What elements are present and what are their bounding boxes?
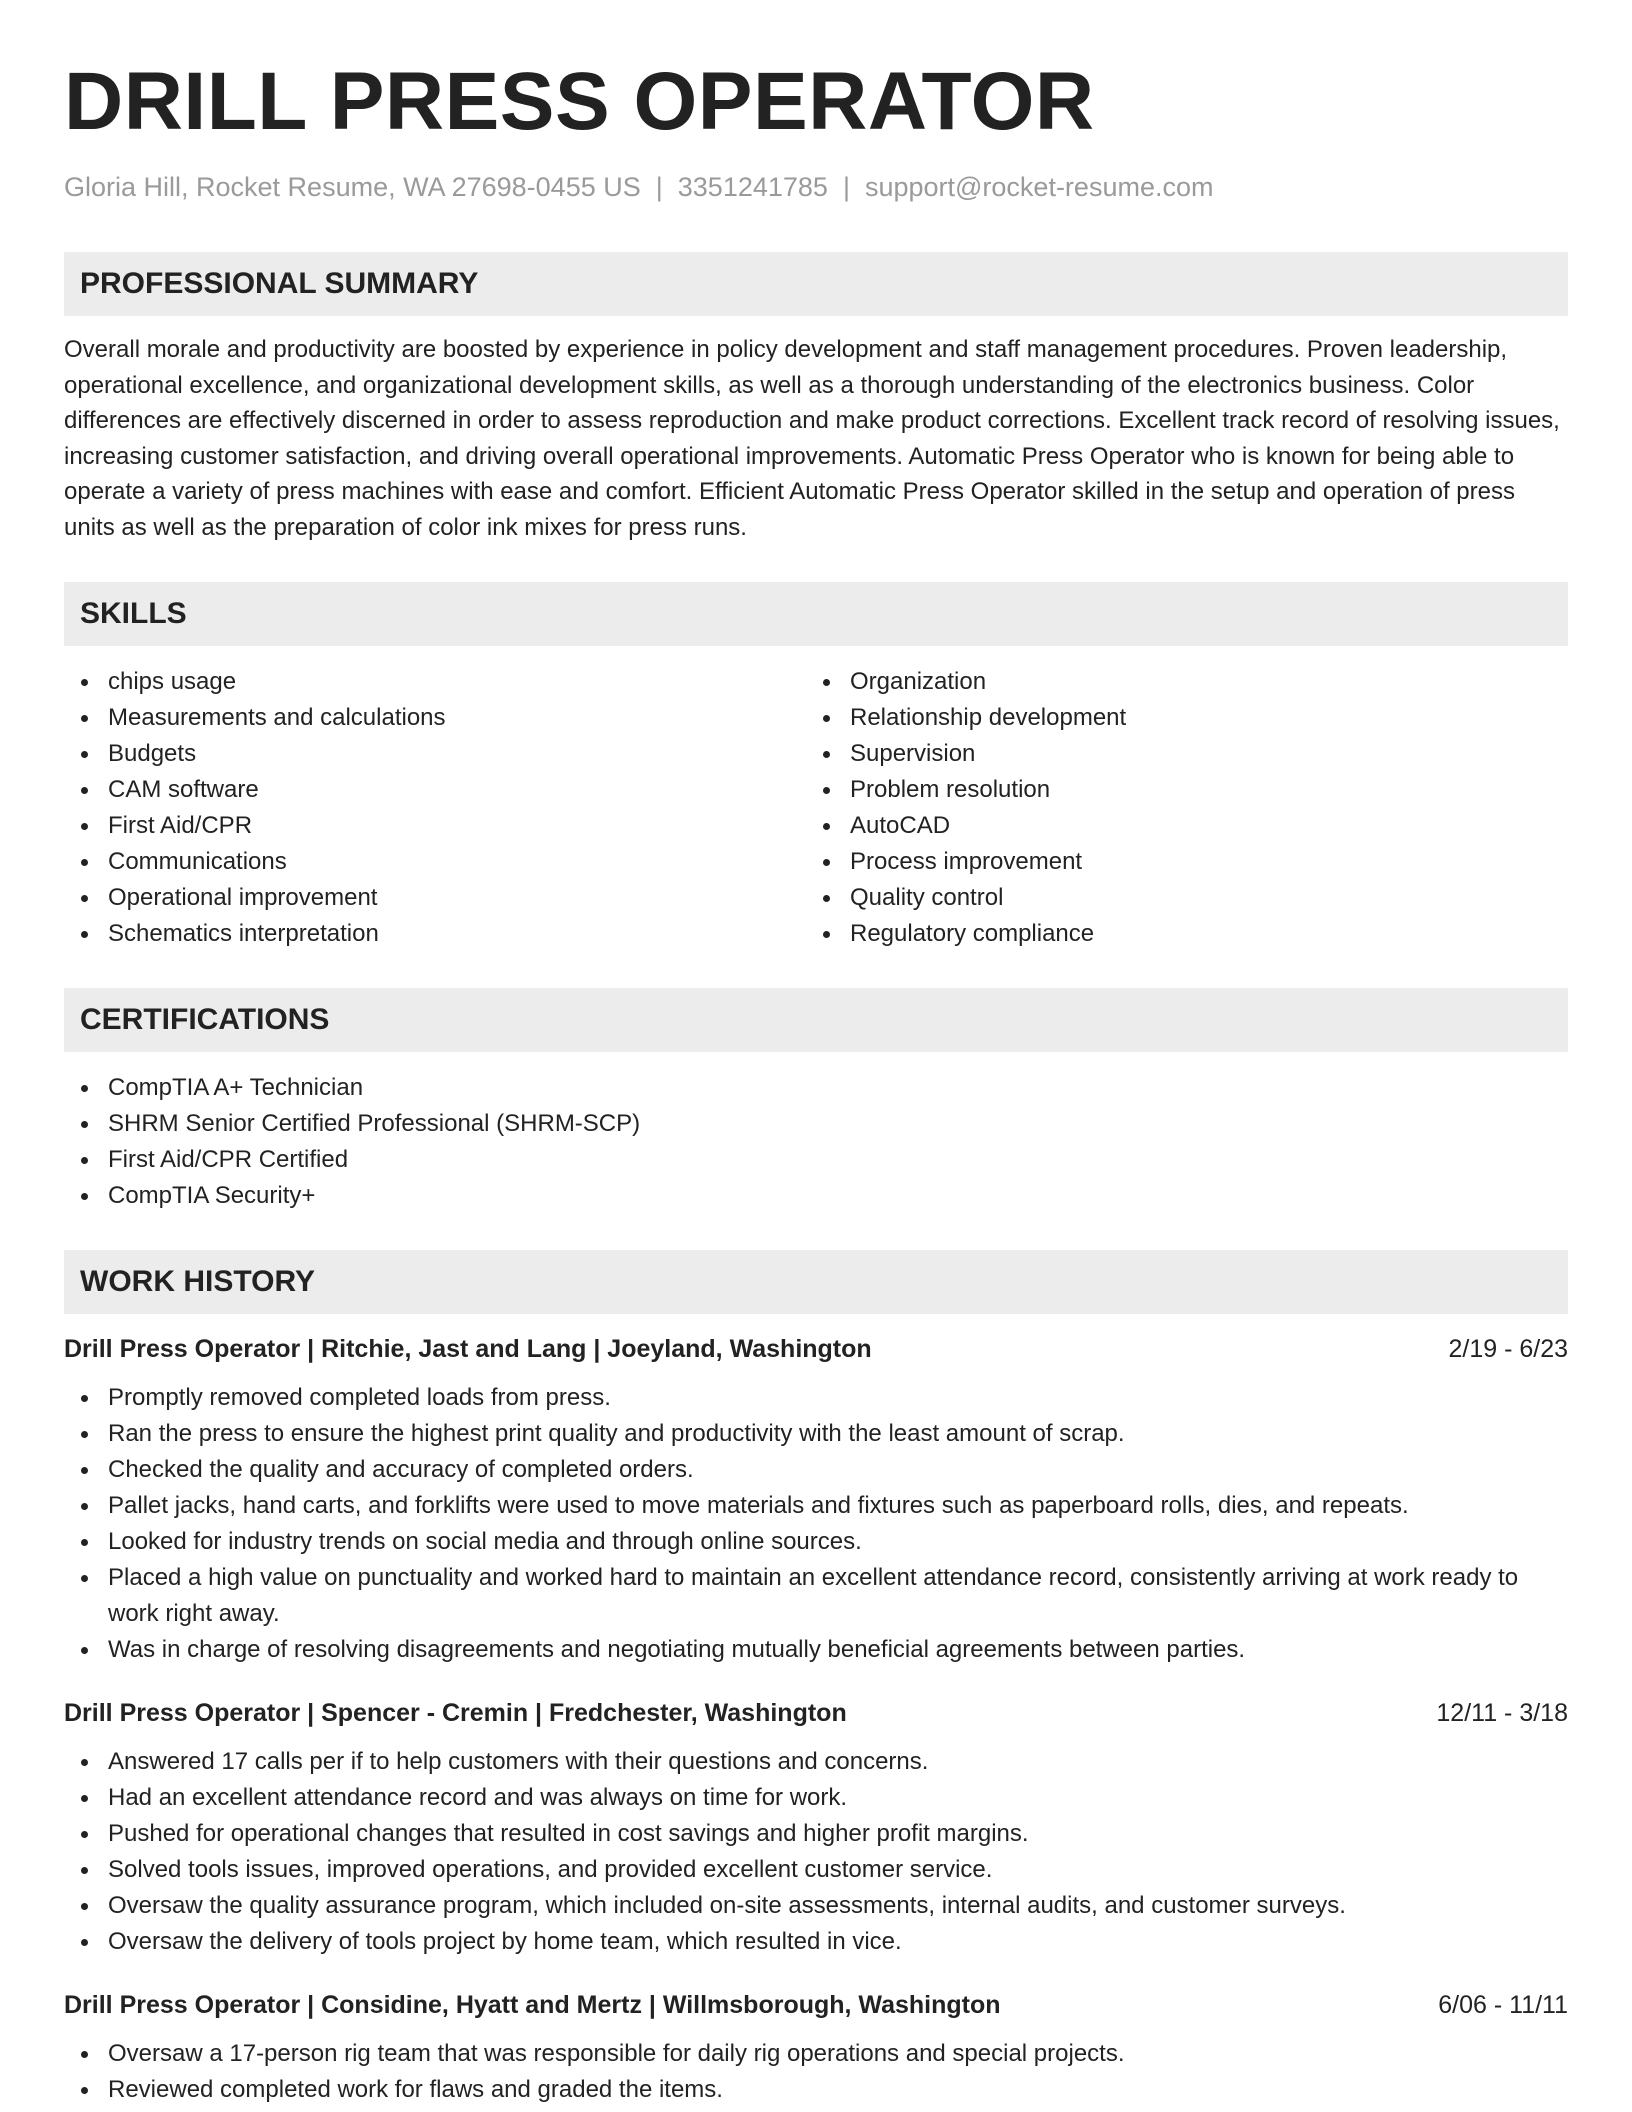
contact-separator: | <box>655 172 663 202</box>
job-bullet: Oversaw the quality assurance program, which included on-site assessments, internal audits, and customer surveys. <box>64 1888 1568 1924</box>
skill-item: Communications <box>64 844 806 880</box>
section-header-work-history: WORK HISTORY <box>64 1250 1568 1314</box>
section-header-skills: SKILLS <box>64 582 1568 646</box>
contact-phone: 3351241785 <box>677 172 828 202</box>
job-header <box>64 1988 1568 2022</box>
contact-address: Gloria Hill, Rocket Resume, WA 27698-0455 US <box>64 172 641 202</box>
certification-item: CompTIA Security+ <box>64 1178 1568 1214</box>
skill-item: CAM software <box>64 772 806 808</box>
job-title: Drill Press Operator | Considine, Hyatt and Mertz | Willmsborough, Washington <box>64 1990 1001 2019</box>
skill-item: Operational improvement <box>64 880 806 916</box>
section-header-summary: PROFESSIONAL SUMMARY <box>64 252 1568 316</box>
certifications-list <box>64 1070 1568 1214</box>
job-entry <box>64 1696 1568 1960</box>
job-entry <box>64 1332 1568 1668</box>
job-bullet: Reviewed completed work for flaws and graded the items. <box>64 2072 1568 2108</box>
skill-item: Relationship development <box>806 700 1568 736</box>
certification-item: First Aid/CPR Certified <box>64 1142 1568 1178</box>
contact-email: support@rocket-resume.com <box>864 172 1214 202</box>
job-bullet: Answered 17 calls per if to help customers with their questions and concerns. <box>64 1744 1568 1780</box>
job-header <box>64 1696 1568 1730</box>
skill-item: Supervision <box>806 736 1568 772</box>
job-bullet: Placed a high value on punctuality and worked hard to maintain an excellent attendance record, consistently arriving at work ready to work right away. <box>64 1560 1568 1632</box>
job-bullet: Was in charge of resolving disagreements and negotiating mutually beneficial agreements between parties. <box>64 1632 1568 1668</box>
job-bullet: Oversaw a 17-person rig team that was responsible for daily rig operations and special projects. <box>64 2036 1568 2072</box>
skill-item: Regulatory compliance <box>806 916 1568 952</box>
job-bullets <box>64 1380 1568 1668</box>
skill-item: Problem resolution <box>806 772 1568 808</box>
job-bullet: Promptly removed completed loads from press. <box>64 1380 1568 1416</box>
skill-item: Budgets <box>64 736 806 772</box>
skill-item: Schematics interpretation <box>64 916 806 952</box>
section-header-certifications: CERTIFICATIONS <box>64 988 1568 1052</box>
job-dates: 6/06 - 11/11 <box>1438 1990 1568 2019</box>
job-dates: 12/11 - 3/18 <box>1436 1698 1568 1727</box>
skill-item: Organization <box>806 664 1568 700</box>
contact-separator: | <box>842 172 850 202</box>
summary-text: Overall morale and productivity are boosted by experience in policy development and staff management procedures. Proven leadership, operational excellence, and organizational development skills, as well as a thorough understanding of the electronics business. Color differences are effectively discerned in order to assess reproduction and make product corrections. Excellent track record of resolving issues, increasing customer satisfaction, and driving overall operational improvements. Automatic Press Operator who is known for being able to operate a variety of press machines with ease and comfort. Efficient Automatic Press Operator skilled in the setup and operation of press units as well as the preparation of color ink mixes for press runs. <box>64 336 1560 541</box>
job-bullet: Ran the press to ensure the highest print quality and productivity with the least amount of scrap. <box>64 1416 1568 1452</box>
skill-item: First Aid/CPR <box>64 808 806 844</box>
job-header <box>64 1332 1568 1366</box>
job-bullets <box>64 2036 1568 2108</box>
skill-item: Quality control <box>806 880 1568 916</box>
job-entry <box>64 1988 1568 2108</box>
job-dates: 2/19 - 6/23 <box>1448 1334 1568 1363</box>
certification-item: SHRM Senior Certified Professional (SHRM-SCP) <box>64 1106 1568 1142</box>
skills-list-left <box>64 664 806 952</box>
job-bullet: Pallet jacks, hand carts, and forklifts were used to move materials and fixtures such as paperboard rolls, dies, and repeats. <box>64 1488 1568 1524</box>
skills-grid <box>64 664 1568 952</box>
job-bullet: Looked for industry trends on social media and through online sources. <box>64 1524 1568 1560</box>
job-bullet: Pushed for operational changes that resulted in cost savings and higher profit margins. <box>64 1816 1568 1852</box>
skill-item: Measurements and calculations <box>64 700 806 736</box>
skill-item: chips usage <box>64 664 806 700</box>
job-bullet: Solved tools issues, improved operations, and provided excellent customer service. <box>64 1852 1568 1888</box>
job-bullet: Checked the quality and accuracy of completed orders. <box>64 1452 1568 1488</box>
skill-item: AutoCAD <box>806 808 1568 844</box>
certification-item: CompTIA A+ Technician <box>64 1070 1568 1106</box>
job-bullets <box>64 1744 1568 1960</box>
job-bullet: Had an excellent attendance record and was always on time for work. <box>64 1780 1568 1816</box>
resume-name: DRILL PRESS OPERATOR <box>64 56 1095 147</box>
job-title: Drill Press Operator | Ritchie, Jast and Lang | Joeyland, Washington <box>64 1334 872 1363</box>
contact-line <box>64 170 1568 204</box>
skills-list-right <box>806 664 1568 952</box>
skill-item: Process improvement <box>806 844 1568 880</box>
job-bullet: Oversaw the delivery of tools project by home team, which resulted in vice. <box>64 1924 1568 1960</box>
job-title: Drill Press Operator | Spencer - Cremin | Fredchester, Washington <box>64 1698 847 1727</box>
